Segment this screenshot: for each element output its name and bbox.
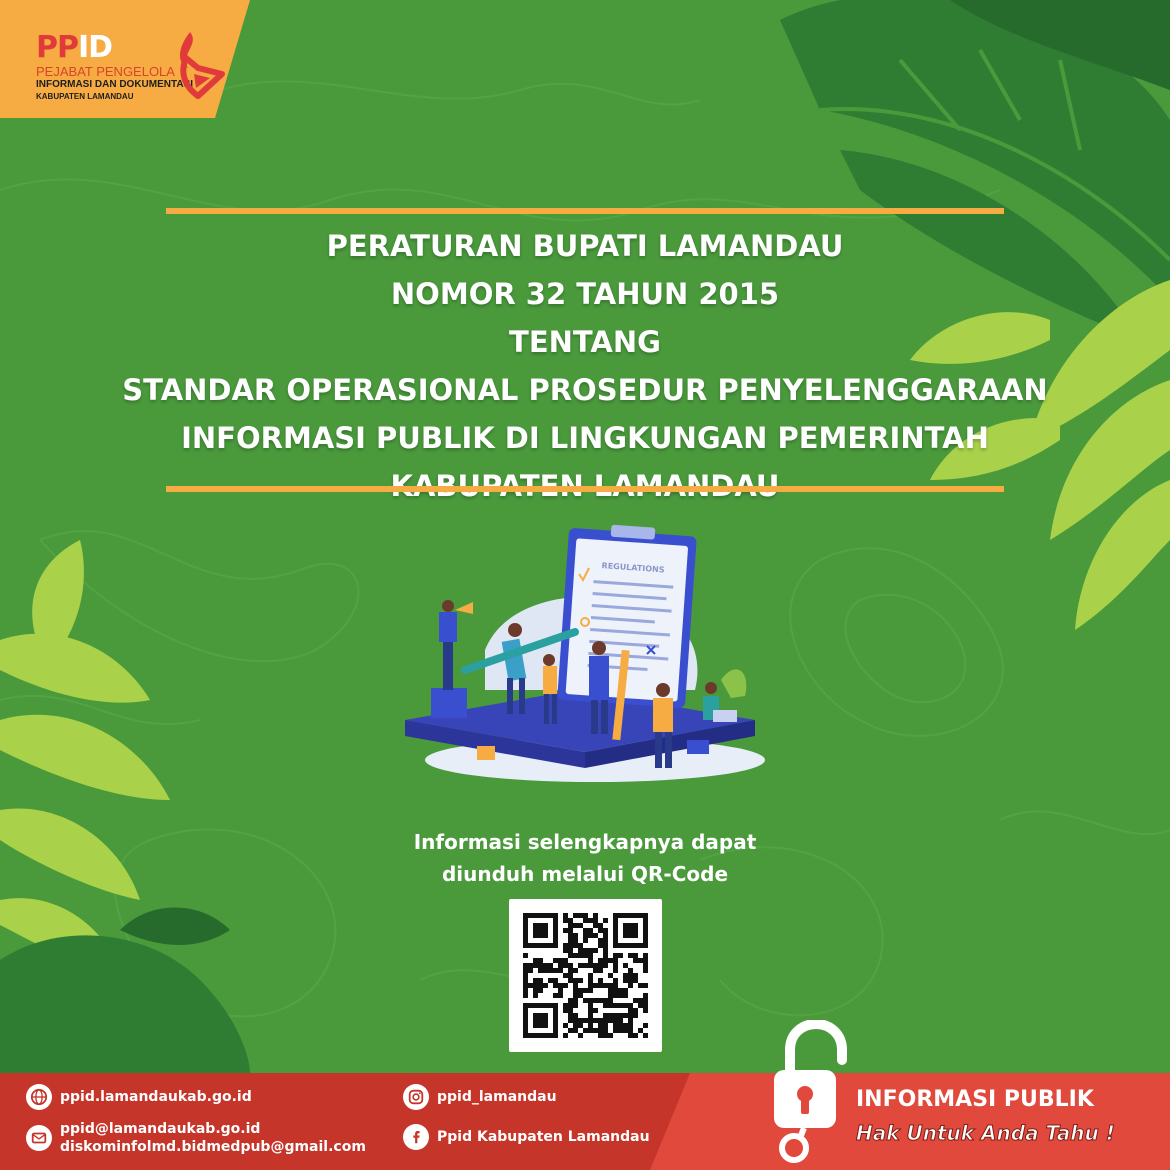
regulations-illustration (395, 520, 775, 790)
ppid-logo-id: ID (77, 30, 113, 65)
title-line-3: TENTANG (509, 325, 661, 359)
website-text: ppid.lamandaukab.go.id (60, 1089, 252, 1105)
instagram-text: ppid_lamandau (437, 1089, 557, 1105)
qr-caption (335, 826, 835, 890)
title-line-2: NOMOR 32 TAHUN 2015 (390, 277, 780, 311)
page-title (60, 222, 1110, 510)
mail-icon (26, 1125, 52, 1151)
logo-line-2: INFORMASI DAN DOKUMENTASI (36, 79, 194, 90)
caption-line-1: Informasi selengkapnya dapat (413, 830, 757, 854)
qr-code-pattern (523, 913, 648, 1038)
ppid-logo-text (36, 30, 112, 65)
padlock-icon (770, 1020, 848, 1165)
footer-facebook[interactable] (403, 1124, 650, 1150)
clipboard-label: REGULATIONS (601, 561, 665, 575)
badge-title: INFORMASI PUBLIK (856, 1087, 1094, 1112)
logo-line-1: PEJABAT PENGELOLA (36, 64, 175, 79)
title-bottom-rule (166, 486, 1004, 492)
badge-subtitle: Hak Untuk Anda Tahu ! (856, 1121, 1115, 1145)
ppid-logo-pp: PP (36, 30, 78, 65)
footer-instagram[interactable] (403, 1084, 557, 1110)
title-line-4: STANDAR OPERASIONAL PROSEDUR PENYELENGGARAAN (122, 373, 1048, 407)
title-top-rule (166, 208, 1004, 214)
email-text-1: ppid@lamandaukab.go.id (60, 1121, 261, 1137)
title-line-5: INFORMASI PUBLIK DI LINGKUNGAN PEMERINTAH (181, 421, 989, 455)
facebook-text: Ppid Kabupaten Lamandau (437, 1129, 650, 1145)
footer-email[interactable] (26, 1120, 366, 1156)
logo-line-3: KABUPATEN LAMANDAU (36, 92, 134, 101)
ppid-flame-logo-icon (170, 28, 226, 104)
qr-code[interactable] (509, 899, 662, 1052)
title-line-1: PERATURAN BUPATI LAMANDAU (326, 229, 844, 263)
email-text-2: diskominfolmd.bidmedpub@gmail.com (60, 1139, 366, 1155)
caption-line-2: diunduh melalui QR-Code (441, 862, 729, 886)
clipboard (557, 525, 697, 709)
globe-icon (26, 1084, 52, 1110)
instagram-icon (403, 1084, 429, 1110)
facebook-icon (403, 1124, 429, 1150)
footer-website[interactable] (26, 1084, 252, 1110)
